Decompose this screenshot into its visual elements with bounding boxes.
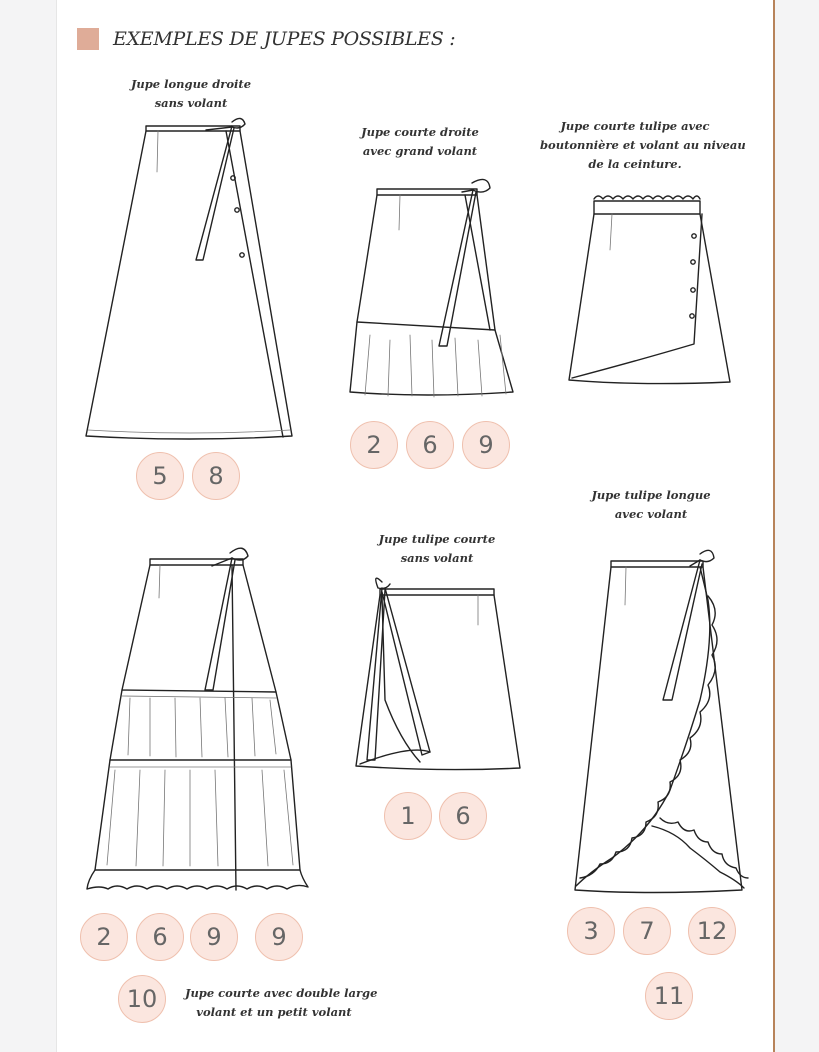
caption-skirt-1: Jupe longue droite sans volant bbox=[130, 77, 252, 110]
badge-number: 10 bbox=[118, 975, 166, 1023]
badge-number: 11 bbox=[645, 972, 693, 1020]
badge-number: 3 bbox=[567, 907, 615, 955]
badge-number: 6 bbox=[136, 913, 184, 961]
badge-number: 1 bbox=[384, 792, 432, 840]
caption-skirt-2: Jupe courte droite avec grand volant bbox=[361, 125, 479, 158]
caption-skirt-3: Jupe courte tulipe avec boutonnière et volant au niveau de la ceinture. bbox=[540, 119, 746, 171]
badge-number: 12 bbox=[688, 907, 736, 955]
caption-skirt-4: Jupe courte avec double large volant et un petit volant bbox=[185, 986, 378, 1019]
badge-number: 8 bbox=[192, 452, 240, 500]
badge-number: 9 bbox=[190, 913, 238, 961]
badge-number: 6 bbox=[439, 792, 487, 840]
badge-number: 9 bbox=[462, 421, 510, 469]
badge-number: 9 bbox=[255, 913, 303, 961]
badge-number: 5 bbox=[136, 452, 184, 500]
badge-number: 7 bbox=[623, 907, 671, 955]
badge-number: 6 bbox=[406, 421, 454, 469]
caption-skirt-5: Jupe tulipe courte sans volant bbox=[378, 532, 496, 565]
page-title: EXEMPLES DE JUPES POSSIBLES : bbox=[113, 28, 456, 50]
caption-skirt-6: Jupe tulipe longue avec volant bbox=[591, 488, 711, 521]
badge-number: 2 bbox=[80, 913, 128, 961]
badge-number: 2 bbox=[350, 421, 398, 469]
